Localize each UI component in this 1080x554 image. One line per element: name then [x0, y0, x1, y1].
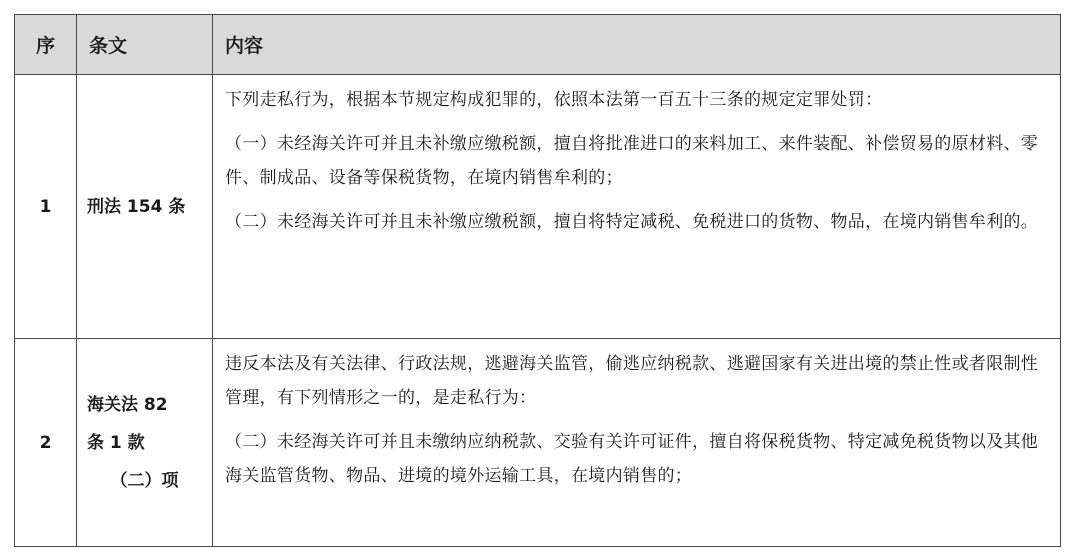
article-line: 刑法 154 条: [87, 196, 186, 217]
table-row: [15, 75, 1061, 339]
article-line: 海关法 82: [87, 394, 168, 415]
article-line: （二）项: [110, 470, 179, 491]
article-line: 条 1 款: [87, 432, 145, 453]
header-article: 条文: [77, 15, 213, 75]
content-paragraph: 违反本法及有关法律、行政法规，逃避海关监管，偷逃应纳税款、逃避国家有关进出境的禁止性或者限制性管理，有下列情形之一的，是走私行为：: [225, 354, 1039, 408]
table-row: [15, 339, 1061, 547]
header-row: [15, 15, 1061, 75]
content-cell: [213, 339, 1061, 547]
article-cell: [77, 339, 213, 547]
content-paragraph: （二）未经海关许可并且未补缴应缴税额，擅自将特定减税、免税进口的货物、物品，在境内销售牟利的。: [225, 212, 1039, 232]
row-number: 1: [15, 75, 77, 339]
content-paragraph: （二）未经海关许可并且未缴纳应纳税款、交验有关许可证件，擅自将保税货物、特定减免税货物以及其他海关监管货物、物品、进境的境外运输工具，在境内销售的；: [225, 432, 1039, 486]
law-comparison-table: [14, 14, 1061, 547]
table-body: [15, 75, 1061, 547]
header-no: 序: [15, 15, 77, 75]
row-number: 2: [15, 339, 77, 547]
content-paragraph: 下列走私行为，根据本节规定构成犯罪的，依照本法第一百五十三条的规定定罪处罚：: [225, 90, 883, 110]
header-content: 内容: [213, 15, 1061, 75]
article-cell: [77, 75, 213, 339]
content-paragraph: （一）未经海关许可并且未补缴应缴税额，擅自将批准进口的来料加工、来件装配、补偿贸易的原材料、零件、制成品、设备等保税货物，在境内销售牟利的；: [225, 134, 1039, 188]
content-cell: [213, 75, 1061, 339]
table-header: [15, 15, 1061, 75]
